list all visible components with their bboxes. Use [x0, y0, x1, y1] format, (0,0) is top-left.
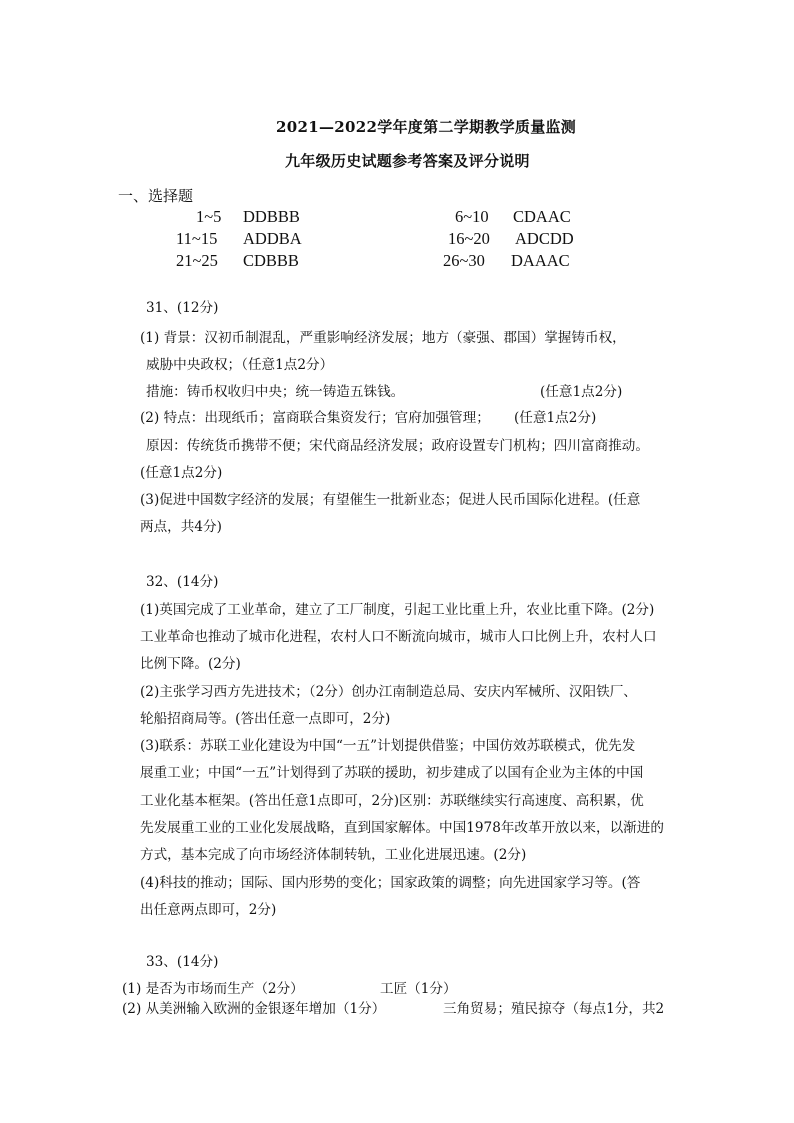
- q31-score-note: (任意1点2分): [514, 410, 597, 426]
- q32-text-line: 方式，基本完成了向市场经济体制转轨，工业化进展迅速。(2分): [140, 847, 527, 863]
- answer-range: 21~25: [176, 251, 218, 270]
- q32-text-line: (1)英国完成了工业革命，建立了工厂制度，引起工业比重上升，农业比重下降。(2分): [140, 602, 655, 618]
- answer-range: 26~30: [443, 251, 485, 270]
- q32-text-line: 工业革命也推动了城市化进程，农村人口不断流向城市，城市人口比例上升，农村人口: [140, 629, 657, 645]
- q31-text-line: (1) 背景：汉初币制混乱，严重影响经济发展；地方（豪强、郡国）掌握铸币权，: [140, 330, 626, 346]
- answer-range: 1~5: [196, 207, 222, 226]
- answer-keys: DDBBB: [243, 207, 300, 226]
- q31-text-line: 威胁中央政权；（任意1点2分）: [146, 357, 334, 373]
- answer-keys: ADCDD: [515, 229, 574, 248]
- q32-text-line: (4)科技的推动；国际、国内形势的变化；国家政策的调整；向先进国家学习等。(答: [140, 875, 641, 891]
- q33-text-line: 工匠（1分）: [380, 981, 457, 997]
- answer-range: 11~15: [176, 229, 218, 248]
- q32-text-line: 比例下降。(2分): [140, 656, 241, 672]
- q32-text-line: 轮船招商局等。(答出任意一点即可，2分): [140, 711, 391, 727]
- answer-keys: DAAAC: [511, 251, 570, 270]
- q33-text-line: 三角贸易；殖民掠夺（每点1分，共2: [443, 1001, 665, 1017]
- q31-text-line: (任意1点2分): [140, 465, 223, 481]
- q31-text-line: (2) 特点：出现纸币；富商联合集资发行；官府加强管理；: [140, 410, 490, 426]
- answer-keys: CDAAC: [513, 207, 571, 226]
- q33-text-line: (1) 是否为市场而生产（2分）: [122, 981, 304, 997]
- q31-text-line: (3)促进中国数字经济的发展；有望催生一批新业态；促进人民币国际化进程。(任意: [140, 492, 641, 508]
- q32-text-line: (2)主张学习西方先进技术；（2分）创办江南制造总局、安庆内军械所、汉阳铁厂、: [140, 684, 637, 700]
- question-33-heading: 33、(14分): [146, 954, 219, 970]
- answer-range: 6~10: [455, 207, 489, 226]
- q33-text-line: (2) 从美洲输入欧洲的金银逐年增加（1分）: [122, 1001, 386, 1017]
- q31-text-line: 原因：传统货币携带不便；宋代商品经济发展；政府设置专门机构；四川富商推动。: [146, 438, 649, 454]
- answer-range: 16~20: [448, 229, 490, 248]
- question-32-heading: 32、(14分): [146, 574, 219, 590]
- q31-score-note: (任意1点2分): [540, 384, 623, 400]
- section-heading-choice: 一、选择题: [118, 187, 194, 205]
- document-subtitle: 九年级历史试题参考答案及评分说明: [285, 152, 530, 170]
- q32-text-line: 工业化基本框架。(答出任意1点即可，2分)区别：苏联继续实行高速度、高积累，优: [140, 793, 644, 809]
- answer-keys: ADDBA: [243, 229, 302, 248]
- q32-text-line: 出任意两点即可，2分): [140, 902, 277, 918]
- question-31-heading: 31、(12分): [146, 300, 219, 316]
- q31-text-line: 两点，共4分): [140, 519, 222, 535]
- document-title: 2021—2022学年度第二学期教学质量监测: [276, 118, 577, 136]
- q31-text-line: 措施：铸币权收归中央；统一铸造五铢钱。: [146, 384, 405, 400]
- q32-text-line: 先发展重工业的工业化发展战略，直到国家解体。中国1978年改革开放以来，以渐进的: [140, 820, 664, 836]
- answer-keys: CDBBB: [243, 251, 299, 270]
- q32-text-line: 展重工业；中国“一五”计划得到了苏联的援助，初步建成了以国有企业为主体的中国: [140, 765, 644, 781]
- q32-text-line: (3)联系：苏联工业化建设为中国“一五”计划提供借鉴；中国仿效苏联模式，优先发: [140, 738, 636, 754]
